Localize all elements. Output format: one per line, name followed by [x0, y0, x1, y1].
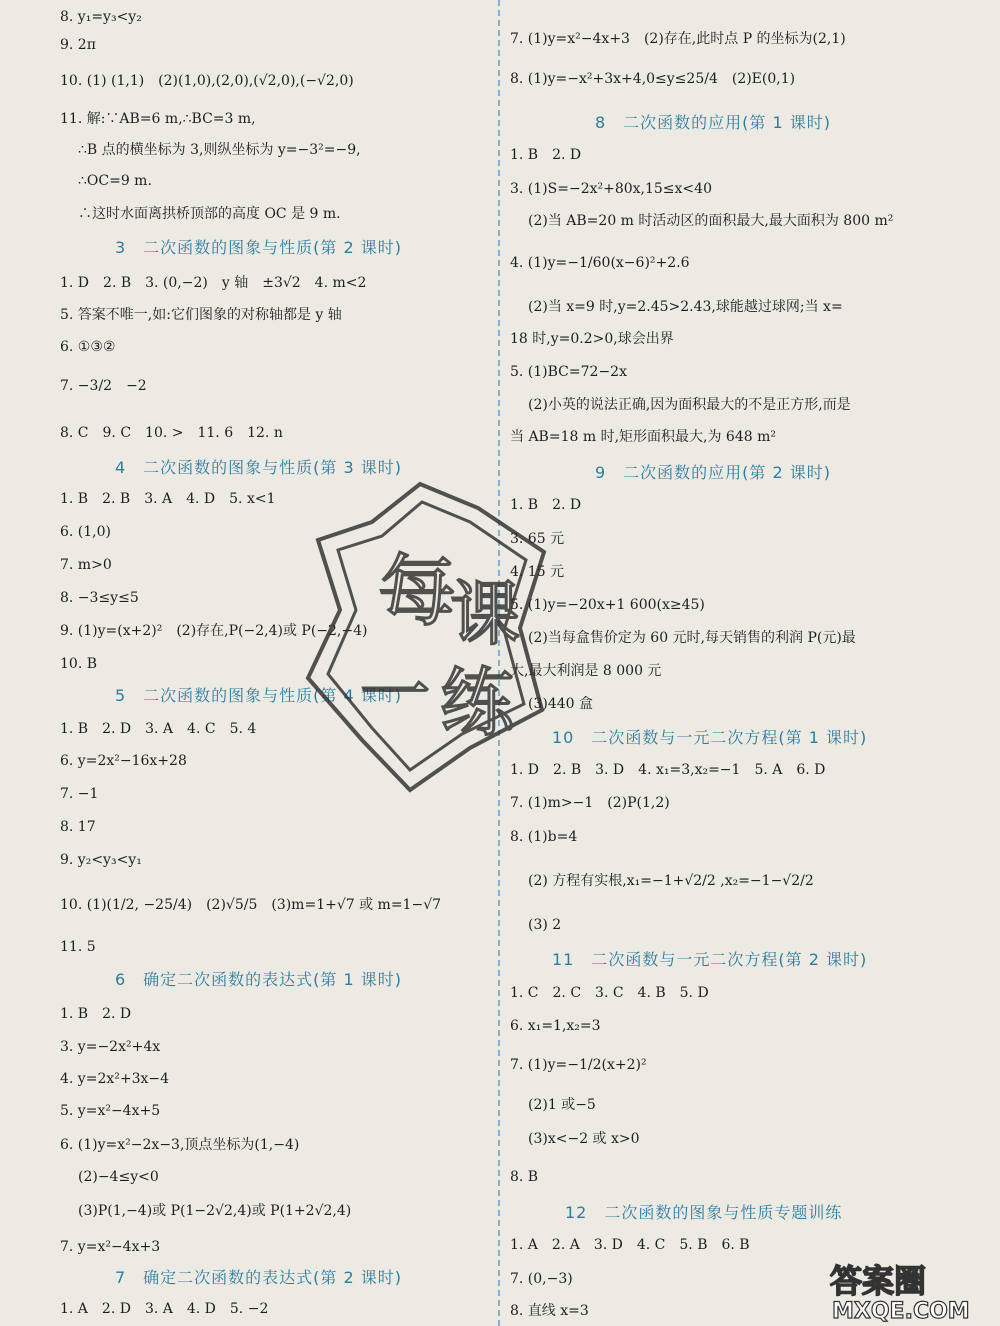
answer-line: 8. (1)b=4 — [510, 829, 578, 845]
section-title: 4 二次函数的图象与性质(第 3 课时) — [115, 458, 403, 477]
answer-line: 1. A 2. A 3. D 4. C 5. B 6. B — [510, 1237, 750, 1253]
answer-line: 7. (1)y=x²−4x+3 (2)存在,此时点 P 的坐标为(2,1) — [510, 31, 846, 47]
answer-line: 4. y=2x²+3x−4 — [60, 1071, 170, 1087]
answer-line: (3)x<−2 或 x>0 — [528, 1131, 640, 1147]
stamp-watermark — [300, 478, 550, 798]
answer-line: 3. (1)S=−2x²+80x,15≤x<40 — [510, 181, 712, 197]
answer-line: ∴B 点的横坐标为 3,则纵坐标为 y=−3²=−9, — [78, 142, 361, 158]
answer-line: 9. (1)y=(x+2)² (2)存在,P(−2,4)或 P(−2,−4) — [60, 623, 368, 639]
answer-line: 10. (1) (1,1) (2)(1,0),(2,0),(√2,0),(−√2,0) — [60, 73, 354, 89]
answer-line: 7. y=x²−4x+3 — [60, 1239, 161, 1255]
answer-line: 1. C 2. C 3. C 4. B 5. D — [510, 985, 709, 1001]
answer-line: 5. 答案不唯一,如:它们图象的对称轴都是 y 轴 — [60, 307, 342, 323]
answer-line: 8. y₁=y₃<y₂ — [60, 9, 142, 25]
answer-line: 18 时,y=0.2>0,球会出界 — [510, 331, 674, 347]
answer-line: 11. 5 — [60, 939, 96, 955]
answer-line: 1. D 2. B 3. D 4. x₁=3,x₂=−1 5. A 6. D — [510, 762, 826, 778]
answer-line: (2)−4≤y<0 — [78, 1169, 159, 1185]
stamp-glyph: 练 — [440, 660, 514, 746]
answer-line: 1. B 2. D — [510, 147, 582, 163]
section-title: 3 二次函数的图象与性质(第 2 课时) — [115, 238, 403, 257]
logo-url: MXQE.COM — [832, 1299, 970, 1322]
answer-line: (2) 方程有实根,x₁=−1+√2/2 ,x₂=−1−√2/2 — [528, 873, 814, 889]
section-title: 8 二次函数的应用(第 1 课时) — [595, 113, 832, 132]
answer-line: ∴OC=9 m. — [78, 173, 152, 189]
answer-line: (2)当 x=9 时,y=2.45>2.43,球能越过球网;当 x= — [528, 299, 843, 315]
answer-line: (2)小英的说法正确,因为面积最大的不是正方形,而是 — [528, 397, 851, 413]
answer-line: 大,最大利润是 8 000 元 — [510, 663, 662, 679]
answer-line: (2)当每盒售价定为 60 元时,每天销售的利润 P(元)最 — [528, 630, 856, 646]
answer-line: 3. y=−2x²+4x — [60, 1039, 161, 1055]
answer-line: 7. (0,−3) — [510, 1271, 573, 1287]
answer-line: 6. (1,0) — [60, 524, 111, 540]
answer-line: 6. ①③② — [60, 339, 116, 355]
answer-line: 4. (1)y=−1/60(x−6)²+2.6 — [510, 255, 690, 271]
answer-line: 4. 15 元 — [510, 564, 565, 580]
answer-line: 5. (1)BC=72−2x — [510, 364, 627, 380]
answer-line: 10. B — [60, 656, 98, 672]
site-logo — [826, 1258, 986, 1322]
section-title: 9 二次函数的应用(第 2 课时) — [595, 463, 832, 482]
answer-line: 8. (1)y=−x²+3x+4,0≤y≤25/4 (2)E(0,1) — [510, 71, 796, 87]
answer-line: 6. (1)y=x²−2x−3,顶点坐标为(1,−4) — [60, 1137, 300, 1153]
section-title: 12 二次函数的图象与性质专题训练 — [565, 1203, 843, 1222]
answer-line: 8. −3≤y≤5 — [60, 590, 139, 606]
answer-line: 1. B 2. D — [60, 1006, 132, 1022]
section-title: 7 确定二次函数的表达式(第 2 课时) — [115, 1268, 403, 1287]
answer-line: 5. y=x²−4x+5 — [60, 1103, 161, 1119]
answer-line: (3) 2 — [528, 917, 562, 933]
answer-line: 11. 解:∵AB=6 m,∴BC=3 m, — [60, 111, 256, 127]
answer-line: 7. (1)m>−1 (2)P(1,2) — [510, 795, 670, 811]
answer-line: 1. B 2. D — [510, 497, 582, 513]
answer-line: 6. y=2x²−16x+28 — [60, 753, 187, 769]
answer-line: (3)440 盒 — [528, 696, 594, 712]
answer-line: 3. 65 元 — [510, 531, 565, 547]
answer-line: 8. 17 — [60, 819, 96, 835]
answer-line: 9. y₂<y₃<y₁ — [60, 852, 142, 868]
answer-line: 1. A 2. D 3. A 4. D 5. −2 — [60, 1301, 269, 1317]
answer-line: 8. 直线 x=3 — [510, 1303, 589, 1319]
answer-line: 6. x₁=1,x₂=3 — [510, 1018, 601, 1034]
answer-line: 7. −3/2 −2 — [60, 378, 147, 394]
section-title: 11 二次函数与一元二次方程(第 2 课时) — [552, 950, 868, 969]
answer-line: 1. B 2. B 3. A 4. D 5. x<1 — [60, 491, 276, 507]
answer-line: 7. m>0 — [60, 557, 112, 573]
stamp-glyph: 每 — [378, 547, 457, 637]
answer-line: 7. −1 — [60, 786, 99, 802]
answer-line: ∴这时水面离拱桥顶部的高度 OC 是 9 m. — [78, 206, 341, 222]
answer-line: 9. 2π — [60, 37, 96, 53]
answer-line: 8. C 9. C 10. > 11. 6 12. n — [60, 425, 283, 441]
answer-line: (3)P(1,−4)或 P(1−2√2,4)或 P(1+2√2,4) — [78, 1203, 352, 1219]
answer-line: (2)当 AB=20 m 时活动区的面积最大,最大面积为 800 m² — [528, 213, 894, 229]
answer-line: 8. B — [510, 1169, 539, 1185]
section-title: 6 确定二次函数的表达式(第 1 课时) — [115, 970, 403, 989]
answer-line: 7. (1)y=−1/2(x+2)² — [510, 1057, 647, 1073]
answer-line: 1. B 2. D 3. A 4. C 5. 4 — [60, 721, 257, 737]
stamp-glyph: 课 — [450, 573, 520, 655]
logo-glyph: 答案圈 — [830, 1262, 927, 1300]
answer-line: 10. (1)(1/2, −25/4) (2)√5/5 (3)m=1+√7 或 m=1−√7 — [60, 897, 442, 913]
answer-line: 5. (1)y=−20x+1 600(x≥45) — [510, 597, 705, 613]
stamp-glyph: 一 — [360, 653, 430, 735]
answer-line: 当 AB=18 m 时,矩形面积最大,为 648 m² — [510, 429, 776, 445]
answer-line: 1. D 2. B 3. (0,−2) y 轴 ±3√2 4. m<2 — [60, 275, 367, 291]
section-title: 5 二次函数的图象与性质(第 4 课时) — [115, 686, 403, 705]
section-title: 10 二次函数与一元二次方程(第 1 课时) — [552, 728, 868, 747]
answer-line: (2)1 或−5 — [528, 1097, 596, 1113]
